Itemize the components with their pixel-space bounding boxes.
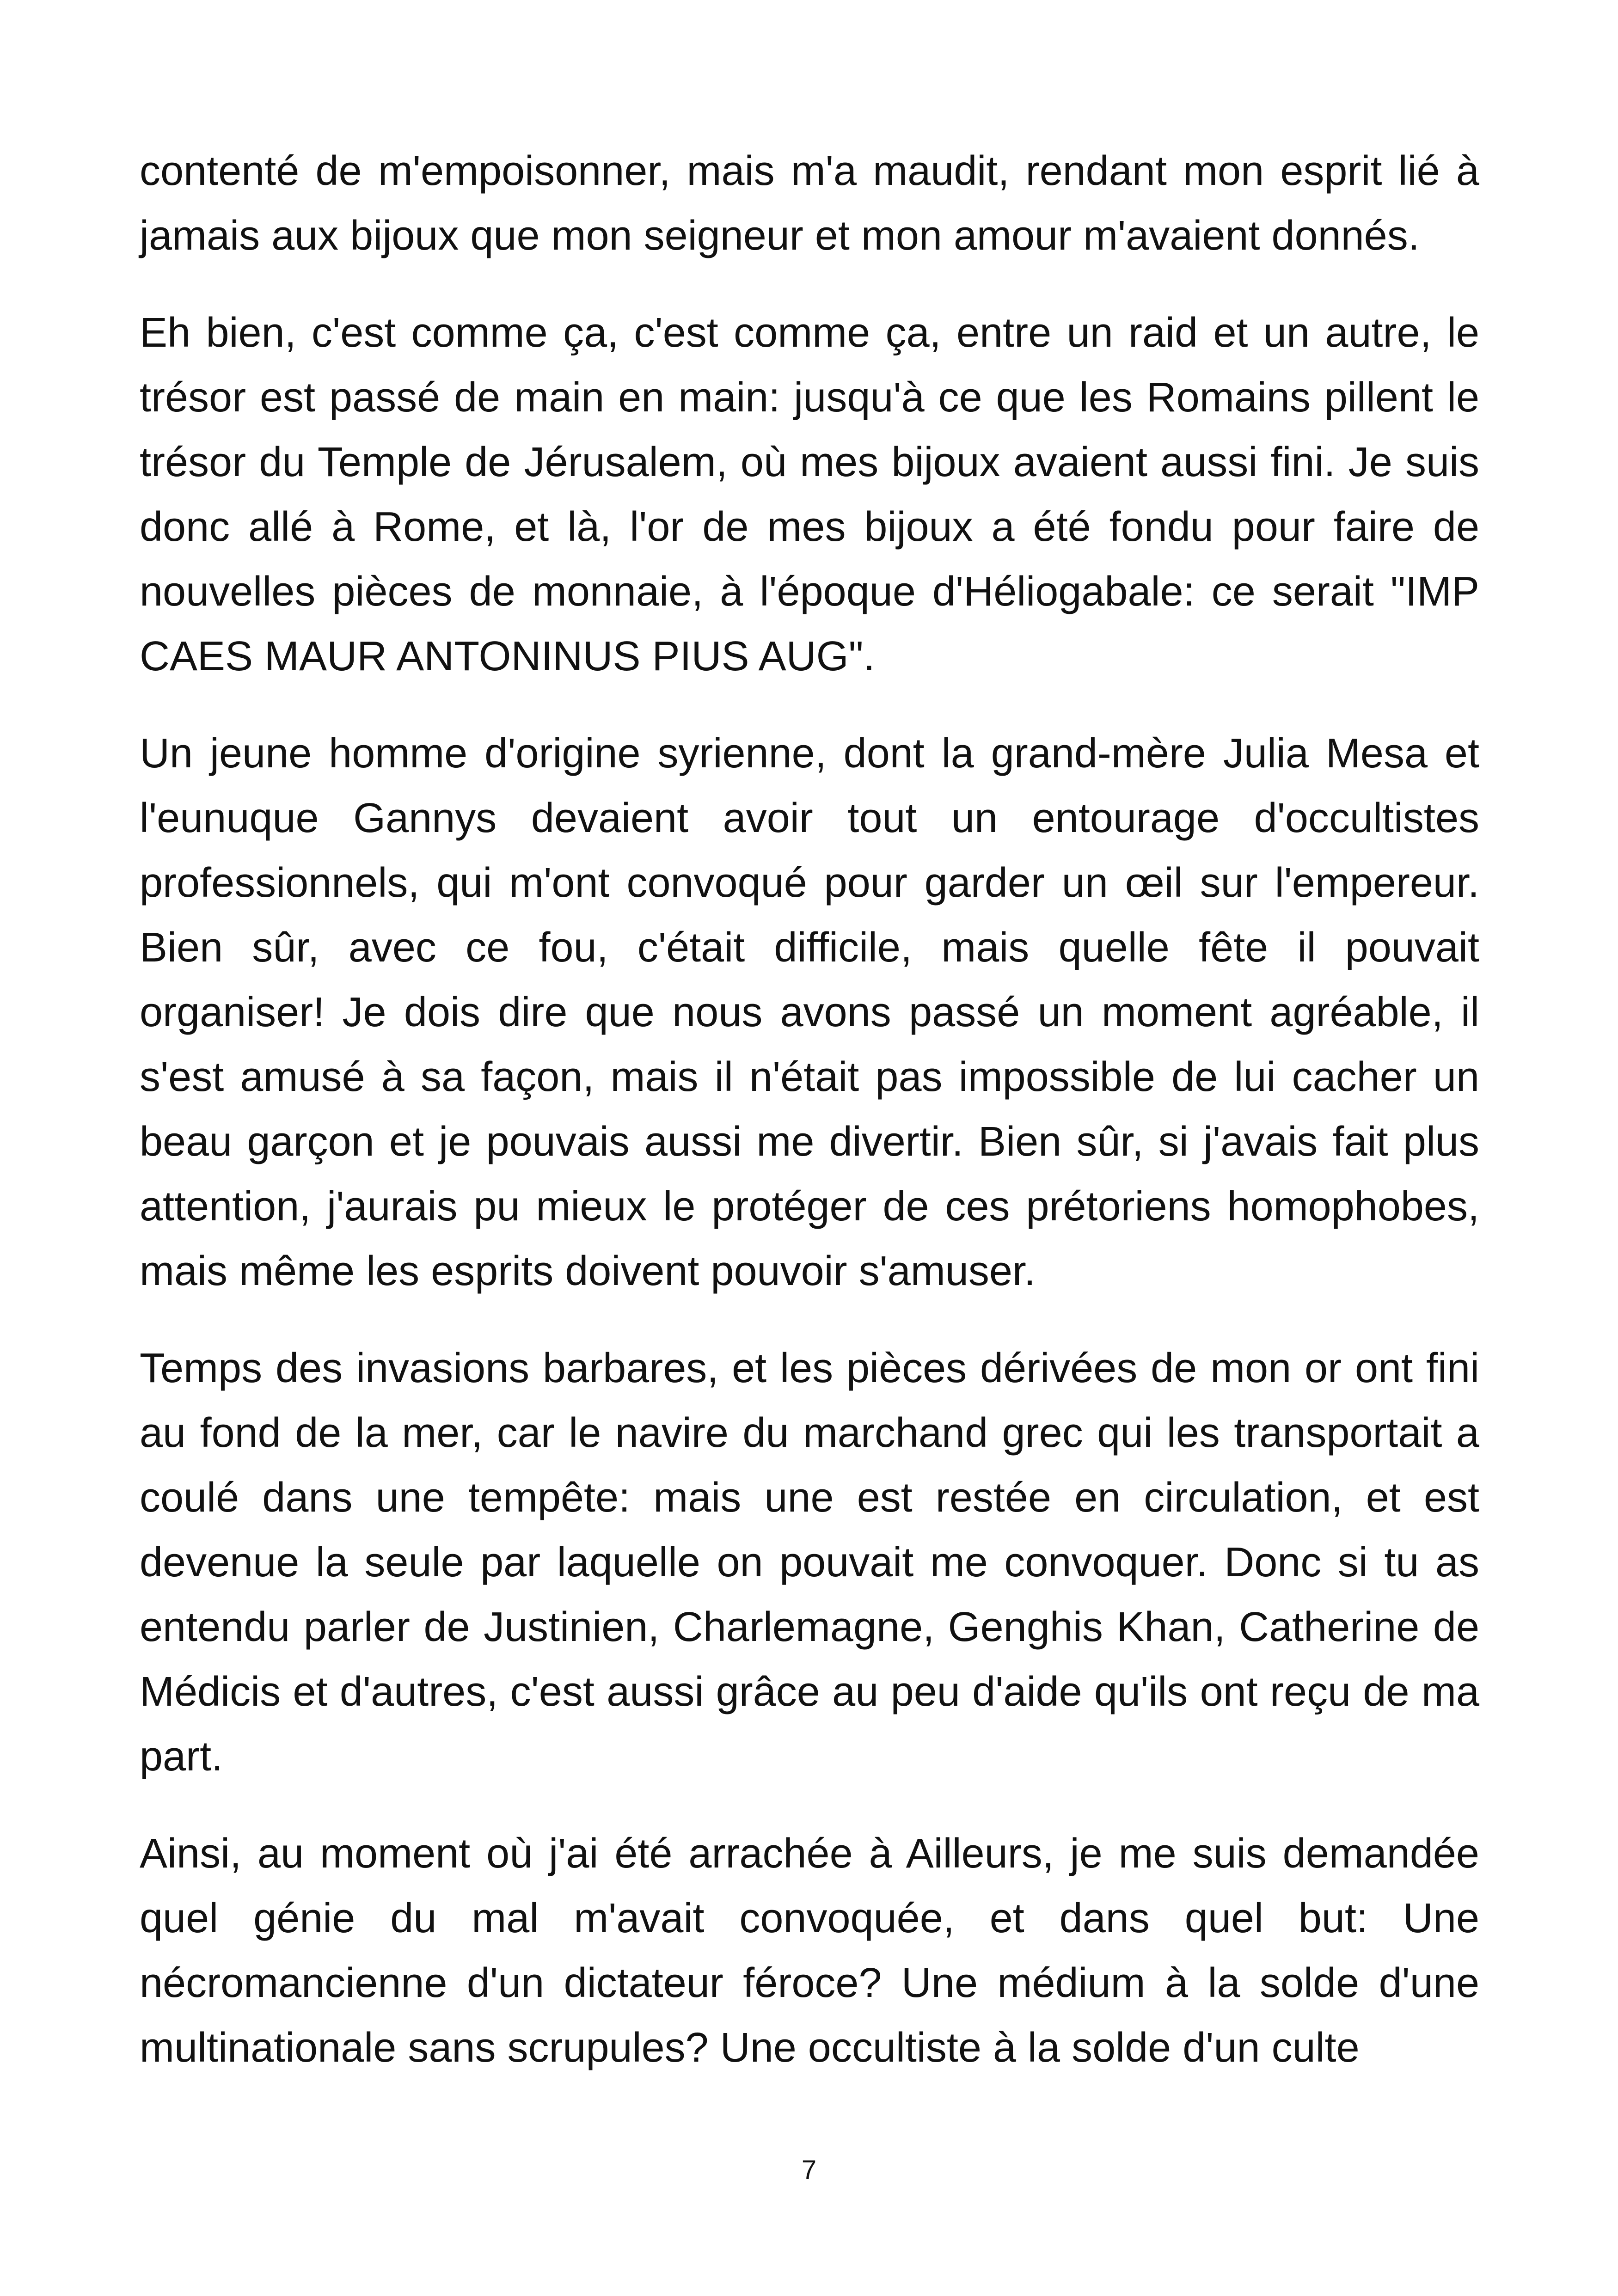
paragraph-1: contenté de m'empoisonner, mais m'a maudit, rendant mon esprit lié à jamais aux bijoux que mon seigneur et mon amour m'avaient donnés. (140, 148, 1479, 259)
page-number: 7 (801, 2155, 817, 2185)
paragraph-5: Ainsi, au moment où j'ai été arrachée à Ailleurs, je me suis demandée quel génie du mal m'avait convoquée, et dans quel but: Une nécromancienne d'un dictateur féroce? Une médium à la solde d'une multinationale sans scrupules? Une occultiste à la solde d'un culte (140, 1831, 1479, 2071)
paragraph-3: Un jeune homme d'origine syrienne, dont la grand-mère Julia Mesa et l'eunuque Gannys devaient avoir tout un entourage d'occultistes professionnels, qui m'ont convoqué pour garder un œil sur l'empereur. Bien sûr, avec ce fou, c'était difficile, mais quelle fête il pouvait organiser! Je dois dire que nous avons passé un moment agréable, il s'est amusé à sa façon, mais il n'était pas impossible de lui cacher un beau garçon et je pouvais aussi me divertir. Bien sûr, si j'avais fait plus attention, j'aurais pu mieux le protéger de ces prétoriens homophobes, mais même les esprits doivent pouvoir s'amuser. (140, 730, 1479, 1294)
body-text (140, 139, 1479, 2080)
paragraph-4: Temps des invasions barbares, et les pièces dérivées de mon or ont fini au fond de la mer, car le navire du marchand grec qui les transportait a coulé dans une tempête: mais une est restée en circulation, et est devenue la seule par laquelle on pouvait me convoquer. Donc si tu as entendu parler de Justinien, Charlemagne, Genghis Khan, Catherine de Médicis et d'autres, c'est aussi grâce au peu d'aide qu'ils ont reçu de ma part. (140, 1345, 1479, 1780)
paragraph-2: Eh bien, c'est comme ça, c'est comme ça, entre un raid et un autre, le trésor est passé de main en main: jusqu'à ce que les Romains pillent le trésor du Temple de Jérusalem, où mes bijoux avaient aussi fini. Je suis donc allé à Rome, et là, l'or de mes bijoux a été fondu pour faire de nouvelles pièces de monnaie, à l'époque d'Héliogabale: ce serait "IMP CAES MAUR ANTONINUS PIUS AUG". (140, 310, 1479, 680)
